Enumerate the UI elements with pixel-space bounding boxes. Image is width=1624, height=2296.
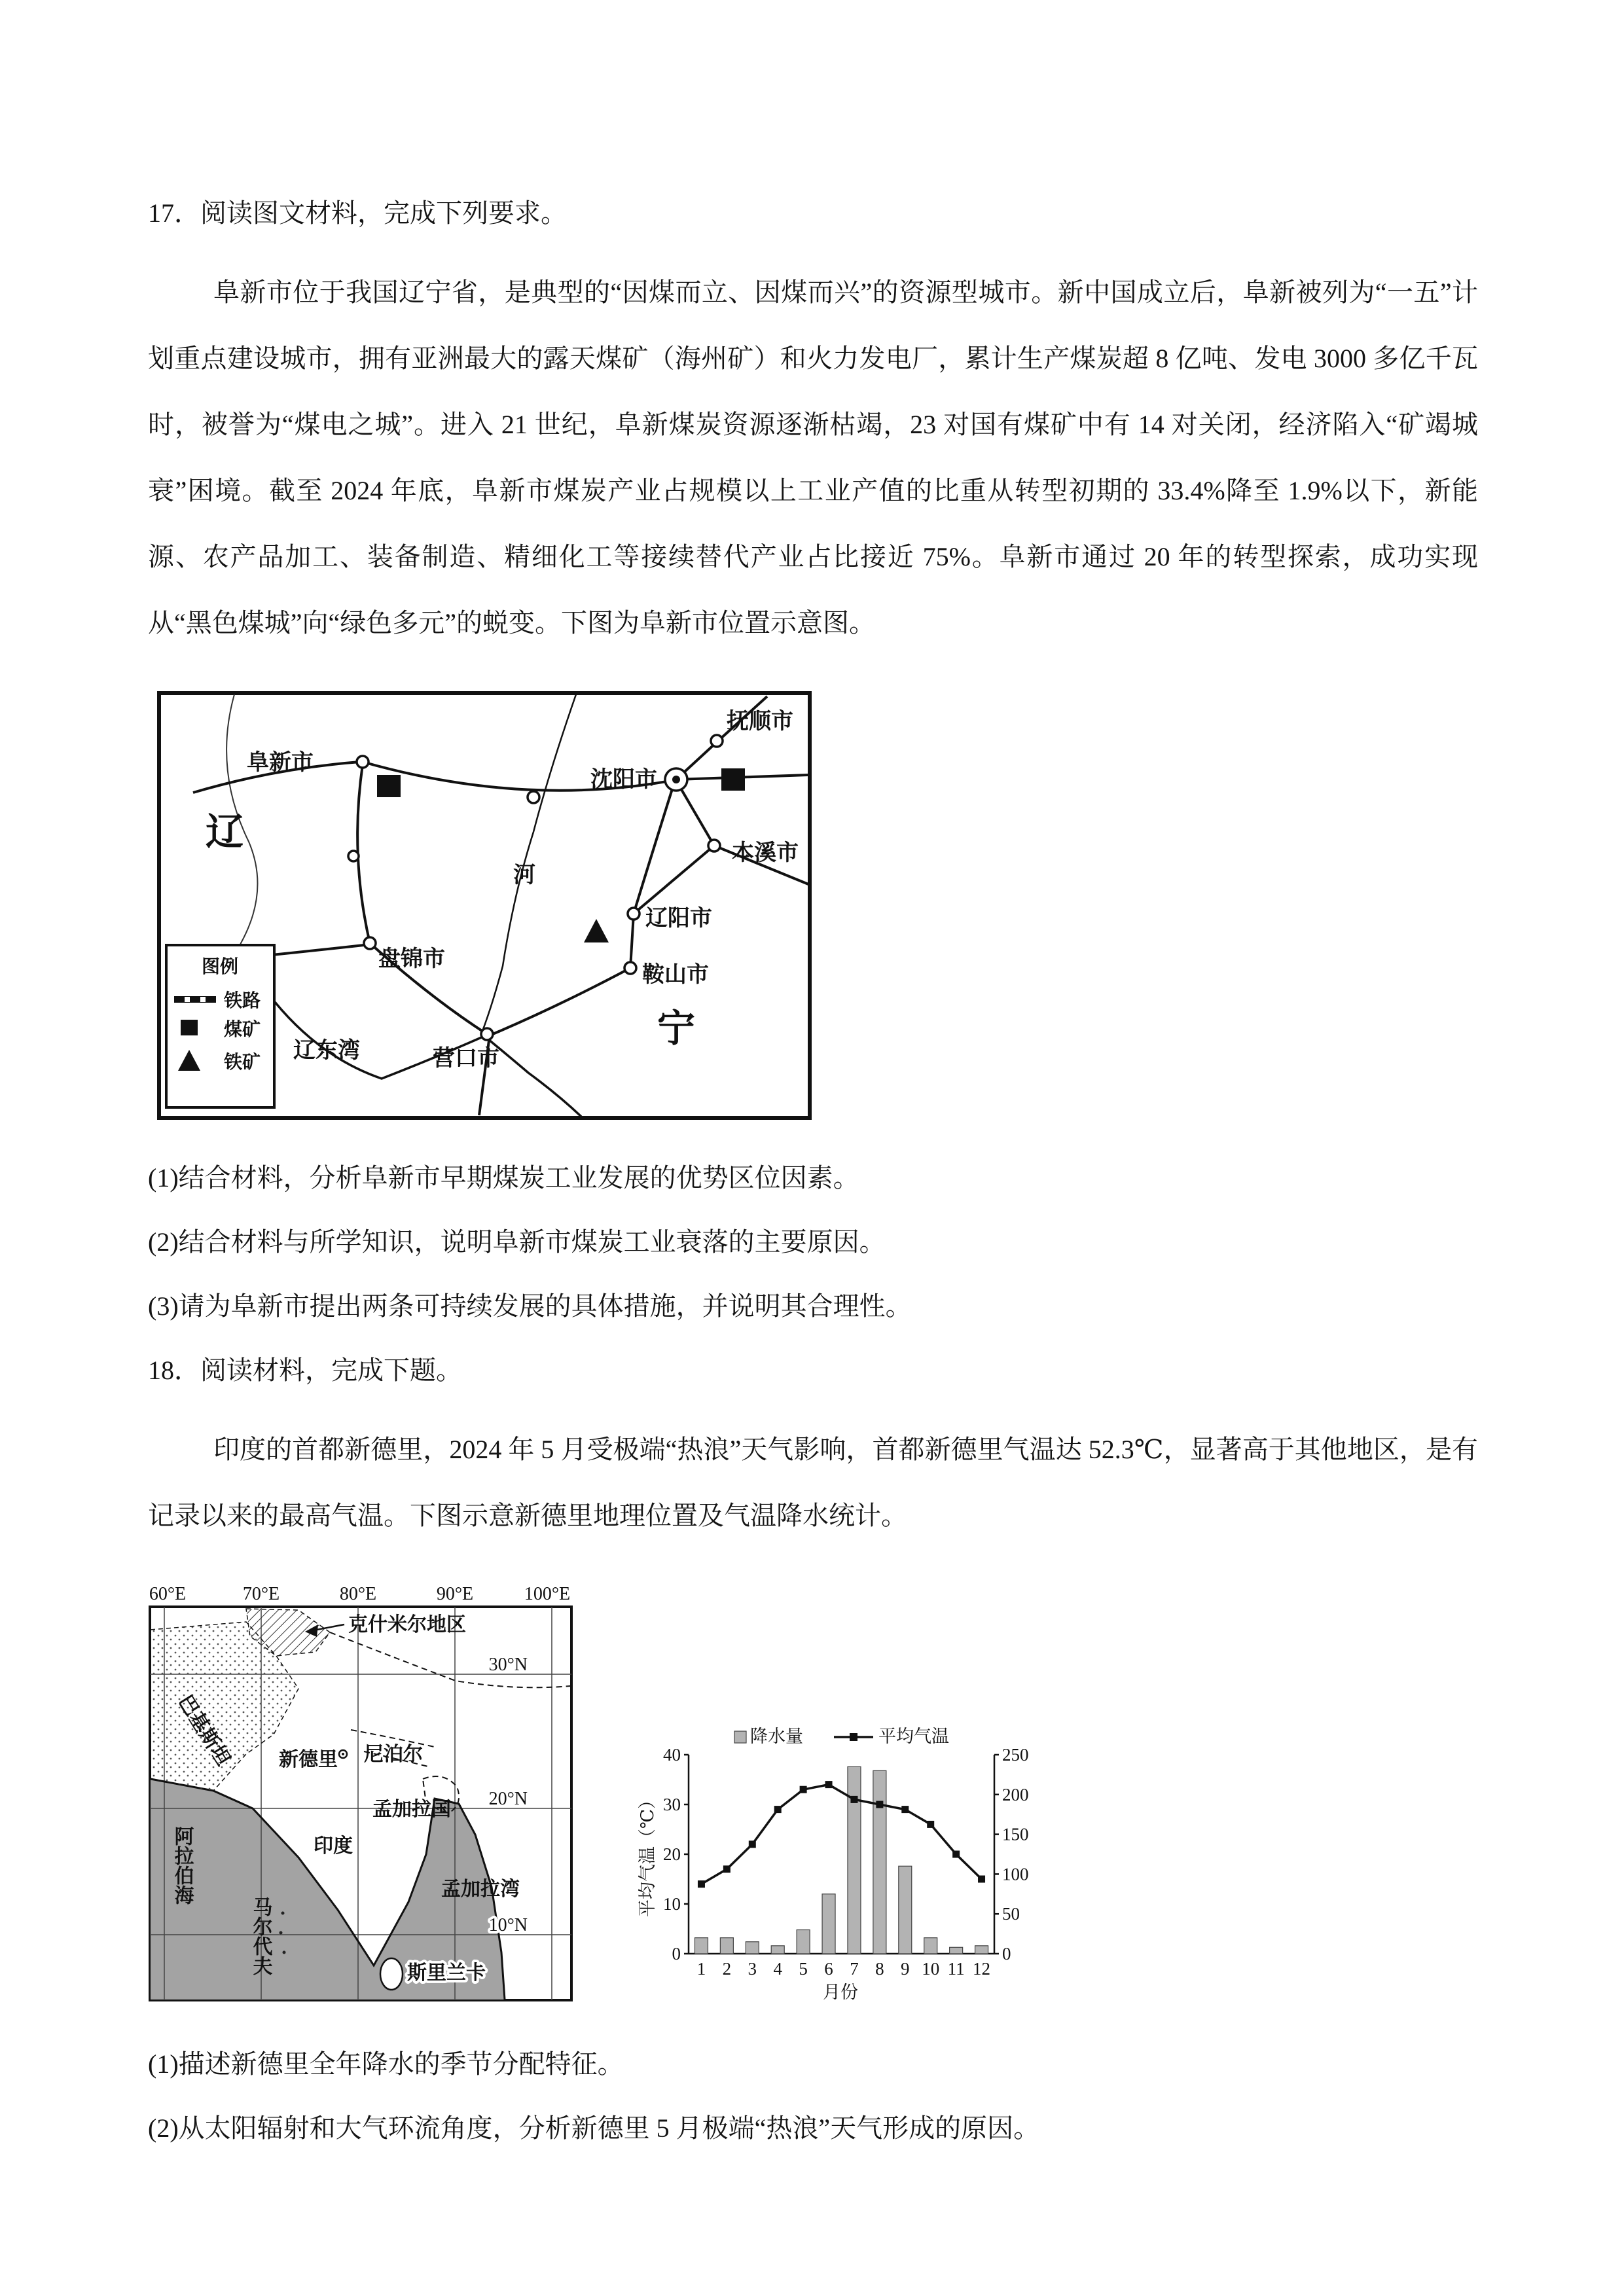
iron-mine-icon [584,919,609,942]
svg-text:0: 0 [672,1944,681,1964]
map1-legend-iron: 铁矿 [224,1052,261,1073]
map2-label-india: 印度 [314,1835,353,1857]
chart-series [663,1745,1029,1979]
svg-text:200: 200 [1002,1784,1029,1804]
svg-text:0: 0 [1002,1944,1011,1964]
map2-label-new-delhi: 新德里 [279,1749,338,1770]
svg-text:5: 5 [799,1959,808,1979]
map1-label-liaodong-bay: 辽东湾 [293,1039,360,1063]
map1-label-river: 河 [513,863,535,888]
q18-subquestion-1: (1)描述新德里全年降水的季节分配特征。 [148,2049,624,2079]
legend-precipitation-swatch [734,1731,746,1743]
svg-text:3: 3 [748,1959,757,1979]
svg-text:30: 30 [663,1795,681,1814]
map1-label-panjin: 盘锦市 [378,947,445,971]
q17-subquestion-3: (3)请为阜新市提出两条可持续发展的具体措施，并说明其合理性。 [148,1291,912,1321]
x-axis-title: 月份 [823,1982,858,2002]
sri-lanka-island [380,1958,403,1990]
q18-subquestion-2: (2)从太阳辐射和大气环流角度，分析新德里 5 月极端“热浪”天气形成的原因。 [148,2113,1040,2143]
map1-legend-title: 图例 [201,957,239,977]
q17-number: 17． [148,198,200,228]
map1-label-anshan: 鞍山市 [642,963,709,987]
map1-legend-railway: 铁路 [224,991,261,1011]
svg-text:1: 1 [696,1959,706,1979]
svg-text:6: 6 [824,1959,833,1979]
q18-heading [148,1352,1478,1389]
map1-label-fuxin: 阜新市 [247,751,314,775]
q18-figures-row [148,1583,1478,2008]
q17-heading [148,195,1478,232]
svg-text:40: 40 [663,1745,681,1765]
svg-text:7: 7 [850,1959,859,1979]
coal-mine-icon [377,775,401,797]
railway-icon-gap [185,997,190,1002]
coal-mine-icon [181,1020,198,1035]
svg-text:10: 10 [663,1894,681,1914]
map1-label-fushun: 抚顺市 [727,709,793,734]
svg-text:4: 4 [773,1959,782,1979]
map2-lon-label: 80°E [339,1584,377,1604]
map2-label-bay-of-bengal: 孟加拉湾 [441,1878,520,1900]
railway-icon-gap [200,997,206,1002]
map2-lon-label: 90°E [436,1584,474,1604]
map2-label-arabian-sea: 阿拉伯海 [171,1826,193,1905]
legend-precipitation-label: 降水量 [750,1727,803,1746]
svg-text:150: 150 [1002,1824,1029,1844]
map1-label-liaoyang: 辽阳市 [645,906,712,931]
svg-text:12: 12 [973,1959,991,1979]
q17-material-paragraph: 阜新市位于我国辽宁省，是典型的“因煤而立、因煤而兴”的资源型城市。新中国成立后，阜新被列为“一五”计划重点建设城市，拥有亚洲最大的露天煤矿（海州矿）和火力发电厂，累计生产煤炭超 8 亿吨、发电 3000 多亿千瓦时，被誉为“煤电之城”。进入 21 世纪，阜新煤炭资源逐渐枯竭，23 对国有煤矿中有 14 对关闭，经济陷入“矿竭城衰”困境。截至 2024 年底，阜新市煤炭产业占规模以上工业产值的比重从转型初期的 33.4%降至 1.9%以下，新能源、农产品加工、装备制造、精细化工等接续替代产业占比接近 75%。阜新市通过 20 年的转型探索，成功实现从“黑色煤城”向“绿色多元”的蜕变。下图为阜新市位置示意图。 [148,278,1478,637]
map2-label-kashmir: 克什米尔地区 [348,1614,466,1636]
svg-text:10: 10 [922,1959,940,1979]
q18-material-paragraph: 印度的首都新德里，2024 年 5 月受极端“热浪”天气影响，首都新德里气温达 52.3℃，显著高于其他地区，是有记录以来的最高气温。下图示意新德里地理位置及气温降水统计。 [148,1435,1478,1530]
map2-label-maldives: 马尔代夫 [249,1897,272,1975]
svg-text:20: 20 [663,1844,681,1864]
coal-mine-icon [721,768,745,791]
map1-label-shenyang: 沈阳市 [590,768,657,792]
q17-subquestion-2: (2)结合材料与所学知识，说明阜新市煤炭工业衰落的主要原因。 [148,1227,886,1257]
map2-label-bangladesh: 孟加拉国 [372,1799,451,1820]
railway-icon [174,996,216,1003]
map2-label-sri-lanka: 斯里兰卡 [407,1962,486,1984]
legend-temperature-marker [850,1733,857,1741]
map2-lon-label: 60°E [149,1584,187,1604]
svg-text:50: 50 [1002,1904,1020,1924]
svg-text:250: 250 [1002,1745,1029,1765]
q17-subquestion-1: (1)结合材料，分析阜新市早期煤炭工业发展的优势区位因素。 [148,1163,859,1193]
q17-prompt: 阅读图文材料，完成下列要求。 [200,198,567,228]
legend-temperature-label: 平均气温 [878,1727,949,1746]
left-axis-title: 平均气温（℃） [638,1791,657,1918]
map2-country-borders [330,1632,571,1813]
map1-legend-coal: 煤矿 [224,1020,261,1040]
map2-lat-label: 30°N [488,1655,528,1675]
map1-label-liao: 辽 [206,811,244,853]
svg-text:2: 2 [722,1959,732,1979]
q18-prompt: 阅读材料，完成下题。 [200,1355,462,1385]
fuxin-location-map-figure [157,691,1478,1123]
svg-text:8: 8 [875,1959,884,1979]
india-map-figure [148,1583,573,2008]
map2-label-pakistan: 巴基斯坦 [174,1691,234,1770]
map1-legend [166,945,274,1107]
map1-label-yingkou: 营口市 [433,1047,499,1071]
delhi-climate-chart [638,1723,1043,2005]
new-delhi-marker-dot [342,1753,344,1755]
svg-text:9: 9 [901,1959,910,1979]
page-content [148,195,1478,2174]
map2-lon-label: 70°E [242,1584,280,1604]
svg-text:100: 100 [1002,1864,1029,1884]
q18-number: 18． [148,1355,200,1385]
delhi-climate-chart-figure [638,1723,1043,2008]
fuxin-map [157,691,812,1120]
map2-lon-label: 100°E [524,1584,571,1604]
map2-lat-label: 10°N [488,1915,528,1935]
map1-label-benxi: 本溪市 [732,841,799,865]
map2-lat-label: 20°N [488,1789,528,1809]
svg-text:11: 11 [947,1959,965,1979]
map2-label-nepal: 尼泊尔 [364,1744,423,1765]
india-map [148,1583,573,2005]
map1-label-ning: 宁 [657,1007,696,1050]
